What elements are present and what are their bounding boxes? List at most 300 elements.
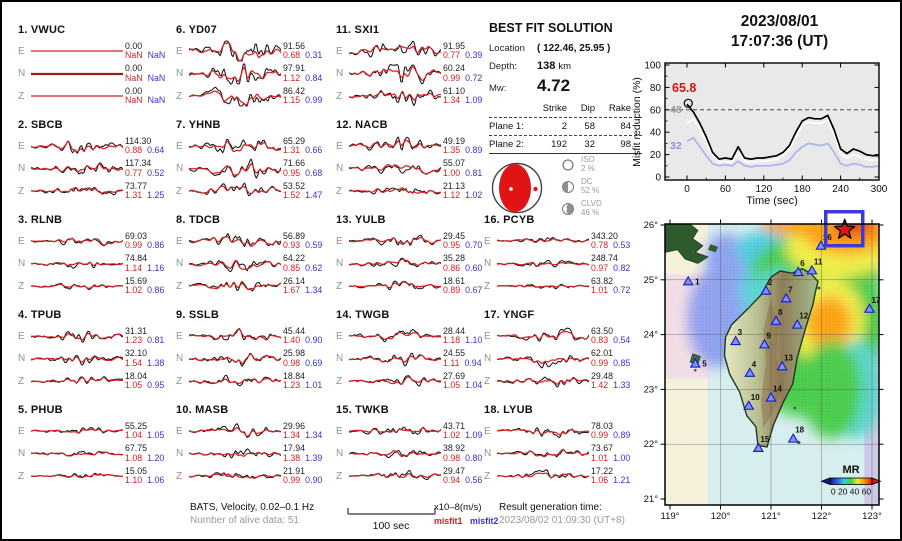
misfit1-value: 1.11 (443, 357, 460, 368)
trace-values (125, 254, 172, 273)
observed-trace (349, 137, 441, 150)
misfit2-value: 1.01 (305, 380, 323, 391)
trace-values (591, 372, 638, 391)
station-title: 15. TWKB (336, 404, 389, 416)
trace-row (176, 40, 332, 63)
plane1-label: Plane 1: (489, 121, 524, 132)
waveform-plot (189, 325, 281, 347)
component-label: Z (176, 280, 183, 292)
component-label: N (484, 448, 492, 460)
station-block (18, 214, 174, 298)
misfit2-value: 0.86 (147, 285, 165, 296)
misfit2-value: 1.34 (305, 285, 323, 296)
component-label: Z (18, 90, 25, 102)
iso-label: ISO (581, 155, 595, 164)
misfit-values (125, 431, 172, 441)
trace-values (591, 232, 638, 251)
units-note (434, 502, 498, 528)
trace-values (283, 277, 330, 296)
waveform-plot (189, 420, 281, 442)
misfit1-value: 1.40 (283, 335, 301, 346)
plane2-label: Plane 2: (489, 139, 524, 150)
misfit2-value: 0.90 (305, 335, 323, 346)
component-label: E (484, 425, 491, 437)
station-block (484, 214, 640, 298)
penghu-islet (694, 369, 697, 372)
map-station-number: 1 (695, 277, 700, 287)
waveform-plot (31, 325, 123, 347)
station-title: 3. RLNB (18, 214, 63, 226)
trace-values (443, 42, 490, 61)
latitude-label: 21° (643, 494, 658, 505)
station-title: 13. YULB (336, 214, 386, 226)
misfit-values (283, 431, 330, 441)
amplitude-value: 38.92 (443, 443, 466, 454)
amplitude-value: 21.13 (443, 180, 466, 191)
observed-trace (349, 90, 441, 106)
latitude-label: 23° (643, 384, 658, 396)
depth-row (489, 60, 642, 72)
trace-values (443, 327, 490, 346)
trace-row (176, 420, 332, 443)
component-label: Z (336, 280, 343, 292)
misfit-values (443, 241, 490, 251)
trace-row (18, 348, 174, 371)
misfit2-value: 1.09 (465, 95, 483, 106)
observed-trace (189, 234, 281, 247)
component-label: Z (176, 90, 183, 102)
station-block (18, 24, 174, 108)
misfit2-legend: misfit2 (470, 515, 499, 526)
component-label: E (176, 330, 183, 342)
trace-values (443, 277, 490, 296)
waveform-plot (31, 275, 123, 297)
trace-values (283, 159, 330, 178)
map-station-number: 7 (788, 285, 793, 295)
trace-row (18, 135, 174, 158)
amplitude-value: 65.29 (283, 135, 306, 146)
misfit1-value: 1.10 (125, 475, 143, 486)
component-label: E (18, 330, 25, 342)
waveform-plot (497, 348, 589, 370)
misfit2-value: NaN (147, 50, 166, 61)
amplitude-value: 29.45 (443, 230, 466, 241)
trace-row (18, 63, 174, 86)
result-time-value: 2023/08/02 01:09:30 (UT+8) (499, 514, 625, 526)
misfit-values (591, 476, 638, 486)
waveform-plot (349, 40, 441, 62)
observed-trace (349, 353, 441, 366)
misfit-chart-svg (630, 54, 902, 206)
waveform-plot (31, 135, 123, 157)
component-label: N (18, 258, 26, 270)
misfit1-value: 1.06 (591, 475, 609, 486)
longitude-label: 120° (710, 511, 731, 522)
tertiary-misfit-annotation: 32 (670, 140, 682, 152)
trace-values (443, 232, 490, 251)
amplitude-units: x10–8(m/s) (434, 502, 482, 513)
waveform-plot (189, 230, 281, 252)
misfit1-value: 1.02 (125, 285, 143, 296)
waveform-plot (349, 230, 441, 252)
component-label: Z (336, 470, 343, 482)
waveform-plot (349, 348, 441, 370)
misfit1-value: 0.99 (283, 475, 301, 486)
waveform-plot (497, 465, 589, 487)
trace-row (18, 443, 174, 466)
trace-values (443, 422, 490, 441)
trace-values (125, 159, 172, 178)
mw-value: 4.72 (537, 76, 571, 95)
trace-row (484, 465, 640, 488)
trace-values (125, 42, 172, 61)
misfit1-value: 1.02 (443, 430, 461, 441)
station-block (336, 214, 492, 298)
x-tick-label: 120 (755, 184, 773, 195)
misfit2-value: NaN (147, 95, 166, 106)
misfit2-value: 1.05 (147, 430, 165, 441)
trace-values (591, 422, 638, 441)
amplitude-value: 0.00 (125, 40, 143, 51)
misfit1-value: NaN (125, 72, 143, 83)
waveform-plot (349, 443, 441, 465)
misfit-values (443, 146, 490, 156)
plane-table-header (489, 100, 642, 118)
misfit2-value: 0.82 (613, 262, 631, 273)
trace-values (591, 327, 638, 346)
trace-values (125, 349, 172, 368)
clvd-beachball-icon (561, 202, 575, 216)
misfit-values (283, 241, 330, 251)
misfit2-value: 0.64 (147, 145, 165, 156)
misfit1-value: 0.77 (125, 167, 143, 178)
amplitude-value: 15.05 (125, 465, 148, 476)
misfit-reduction-chart (630, 54, 902, 206)
component-label: E (336, 140, 343, 152)
component-label: E (484, 330, 491, 342)
station-block (336, 404, 492, 488)
amplitude-value: 71.66 (283, 158, 306, 169)
component-label: Z (484, 375, 491, 387)
component-label: E (176, 45, 183, 57)
misfit2-value: 0.59 (305, 240, 323, 251)
misfit-values (283, 336, 330, 346)
clvd-row (561, 200, 602, 217)
component-label: N (336, 258, 344, 270)
synthetic-trace (349, 474, 441, 478)
waveform-plot (189, 253, 281, 275)
map-svg (632, 202, 902, 540)
misfit1-value: 1.67 (283, 285, 301, 296)
synthetic-trace (349, 259, 441, 265)
scalebar-label: 100 sec (372, 520, 410, 532)
misfit1-legend: misfit1 (434, 515, 463, 526)
plane2-dip: 32 (584, 139, 595, 150)
station-title: 5. PHUB (18, 404, 63, 416)
waveform-plot (189, 443, 281, 465)
amplitude-value: 97.91 (283, 63, 306, 74)
station-title: 8. TDCB (176, 214, 221, 226)
trace-row (484, 348, 640, 371)
trace-row (336, 63, 492, 86)
waveform-plot (189, 465, 281, 487)
misfit1-value: 0.89 (443, 285, 461, 296)
amplitude-value: 18.04 (125, 370, 148, 381)
plane-table (489, 100, 642, 154)
event-time: 17:07:36 (UT) (730, 33, 829, 50)
latitude-label: 24° (643, 329, 658, 341)
decomposition-panel (561, 156, 602, 222)
misfit2-value: 0.81 (147, 335, 165, 346)
trace-values (443, 64, 490, 83)
map-station-number: 16 (822, 232, 832, 242)
misfit-values (591, 336, 638, 346)
misfit-values (283, 146, 330, 156)
trace-values (125, 444, 172, 463)
focal-mechanism-beachball (489, 160, 547, 216)
amplitude-value: 17.94 (283, 443, 306, 454)
misfit1-value: 1.12 (443, 190, 461, 201)
component-label: N (18, 353, 26, 365)
misfit1-value: 1.05 (125, 380, 143, 391)
misfit1-value: 0.88 (125, 145, 143, 156)
depth-value: 138 (537, 60, 556, 72)
misfit2-value: 1.21 (613, 475, 631, 486)
trace-row (18, 230, 174, 253)
synthetic-trace (497, 332, 589, 340)
misfit-values (125, 381, 172, 391)
misfit1-value: 0.99 (443, 72, 461, 83)
y-tick-label: 0 (655, 172, 661, 184)
misfit-values (443, 431, 490, 441)
misfit-values (125, 51, 172, 61)
component-label: Z (18, 470, 25, 482)
misfit2-value: 1.25 (147, 190, 165, 201)
trace-row (336, 230, 492, 253)
misfit2-value: 0.84 (305, 72, 323, 83)
result-time-note (499, 502, 625, 527)
map-station-number: 8 (778, 307, 783, 317)
clvd-percent: 46 % (581, 207, 600, 217)
misfit2-value: 0.39 (465, 50, 483, 61)
map-station-number: 15 (760, 435, 770, 445)
misfit-values (125, 264, 172, 274)
trace-values (283, 349, 330, 368)
trace-values (283, 467, 330, 486)
component-label: N (176, 448, 184, 460)
colorbar-gradient-bar (830, 478, 872, 485)
guishan-islet (817, 287, 820, 290)
trace-values (283, 372, 330, 391)
misfit2-value: 0.89 (465, 145, 483, 156)
waveform-plot (31, 158, 123, 180)
trace-row (18, 40, 174, 63)
trace-row (336, 158, 492, 181)
trace-values (125, 137, 172, 156)
station-block (484, 309, 640, 393)
x-tick-label: 240 (832, 184, 849, 195)
misfit2-value: 0.62 (305, 262, 323, 273)
misfit1-value: 1.34 (283, 430, 301, 441)
colorbar-tick-labels: 0 20 40 60 (830, 486, 872, 497)
component-label: N (484, 258, 492, 270)
misfit-values (125, 336, 172, 346)
misfit-values (125, 286, 172, 296)
trace-row (484, 253, 640, 276)
secondary-misfit-annotation: 48 (670, 104, 682, 116)
misfit-values (283, 286, 330, 296)
waveform-plot (497, 275, 589, 297)
y-axis-title: Misfit reduction (%) (631, 77, 643, 167)
trace-row (176, 275, 332, 298)
mw-label: Mw: (489, 83, 507, 94)
component-label: E (484, 235, 491, 247)
misfit2-value: 1.10 (465, 335, 483, 346)
trace-values (125, 182, 172, 201)
misfit2-value: 1.04 (465, 380, 483, 391)
misfit1-value: 1.18 (443, 335, 461, 346)
component-label: Z (176, 375, 183, 387)
component-label: N (336, 353, 344, 365)
amplitude-value: 43.71 (443, 420, 466, 431)
trace-values (283, 254, 330, 273)
misfit1-value: 0.97 (591, 262, 609, 273)
component-label: E (336, 330, 343, 342)
misfit1-value: 1.00 (443, 167, 461, 178)
station-title: 18. LYUB (484, 404, 533, 416)
trace-values (283, 182, 330, 201)
iso-labels (581, 156, 595, 173)
colorbar-title: MR (842, 464, 860, 476)
trace-row (336, 420, 492, 443)
y-tick-label: 60 (649, 105, 661, 117)
waveform-plot (31, 253, 123, 275)
station-title: 10. MASB (176, 404, 229, 416)
trace-row (176, 230, 332, 253)
amplitude-value: 29.48 (591, 370, 614, 381)
trace-values (591, 254, 638, 273)
map-station-number: 4 (751, 359, 757, 369)
event-datetime-header (657, 12, 902, 52)
amplitude-value: 31.31 (125, 325, 148, 336)
waveform-plot (497, 420, 589, 442)
misfit-values (283, 74, 330, 84)
observed-trace (189, 183, 281, 196)
station-map (632, 202, 902, 540)
component-label: N (336, 163, 344, 175)
waveform-plot (31, 370, 123, 392)
plot-background (665, 63, 879, 180)
trace-row (176, 85, 332, 108)
waveform-plot (349, 325, 441, 347)
amplitude-value: 29.96 (283, 420, 306, 431)
trace-row (336, 370, 492, 393)
misfit-values (125, 146, 172, 156)
amplitude-value: 0.00 (125, 85, 143, 96)
misfit-values (443, 381, 490, 391)
misfit-legend (434, 515, 498, 529)
amplitude-value: 18.61 (443, 275, 466, 286)
misfit2-value: 0.72 (465, 72, 483, 83)
p-axis-dot (509, 187, 513, 191)
trace-row (484, 325, 640, 348)
observed-trace (497, 428, 589, 438)
beachball-compressional-lobe (499, 164, 531, 212)
rake-header: Rake (608, 103, 631, 114)
trace-row (176, 443, 332, 466)
misfit-values (125, 241, 172, 251)
misfit1-value: 1.15 (283, 95, 301, 106)
trace-values (125, 372, 172, 391)
amplitude-value: 63.50 (591, 325, 614, 336)
trace-row (176, 370, 332, 393)
trace-row (336, 443, 492, 466)
map-station-number: 10 (750, 392, 760, 402)
misfit2-value: 0.89 (613, 430, 631, 441)
waveform-plot (189, 63, 281, 85)
amplitude-value: 32.10 (125, 348, 148, 359)
misfit2-value: 0.60 (465, 262, 483, 273)
dip-header: Dip (580, 103, 595, 114)
misfit1-value: 1.35 (443, 145, 461, 156)
waveform-plot (31, 180, 123, 202)
misfit2-value: 1.38 (147, 357, 165, 368)
waveform-plot (349, 63, 441, 85)
amplitude-value: 35.28 (443, 253, 466, 264)
misfit-values (443, 359, 490, 369)
misfit1-value: 1.34 (443, 95, 461, 106)
clvd-labels (581, 200, 602, 217)
amplitude-value: 63.82 (591, 275, 614, 286)
location-value: ( 122.46, 25.95 ) (537, 43, 611, 54)
trace-values (125, 277, 172, 296)
synthetic-trace (31, 285, 123, 289)
misfit2-value: 0.95 (147, 380, 165, 391)
misfit-values (591, 431, 638, 441)
misfit2-value: 1.34 (305, 430, 323, 441)
synthetic-trace (189, 91, 281, 105)
misfit2-value: 0.90 (305, 475, 323, 486)
amplitude-value: 55.25 (125, 420, 148, 431)
amplitude-value: 21.91 (283, 465, 306, 476)
misfit-values (591, 381, 638, 391)
synthetic-trace (349, 282, 441, 288)
trace-values (283, 422, 330, 441)
waveform-plot (31, 40, 123, 62)
trace-row (176, 180, 332, 203)
component-label: N (336, 448, 344, 460)
latitude-label: 25° (643, 274, 658, 286)
station-block (176, 24, 332, 108)
component-label: E (176, 425, 183, 437)
station-title: 2. SBCB (18, 119, 63, 131)
station-title: 17. YNGF (484, 309, 535, 321)
component-label: N (18, 68, 26, 80)
trace-values (125, 232, 172, 251)
misfit2-value: NaN (147, 72, 166, 83)
longitude-label: 121° (761, 511, 781, 522)
trace-row (18, 158, 174, 181)
station-block (336, 24, 492, 108)
misfit-values (443, 454, 490, 464)
misfit-values (591, 286, 638, 296)
map-station-number: 14 (773, 384, 782, 394)
component-label: Z (18, 185, 25, 197)
longitude-label: 123° (862, 511, 882, 522)
map-station-number: 9 (766, 331, 771, 341)
map-station-number: 6 (800, 259, 805, 269)
component-label: Z (18, 375, 25, 387)
